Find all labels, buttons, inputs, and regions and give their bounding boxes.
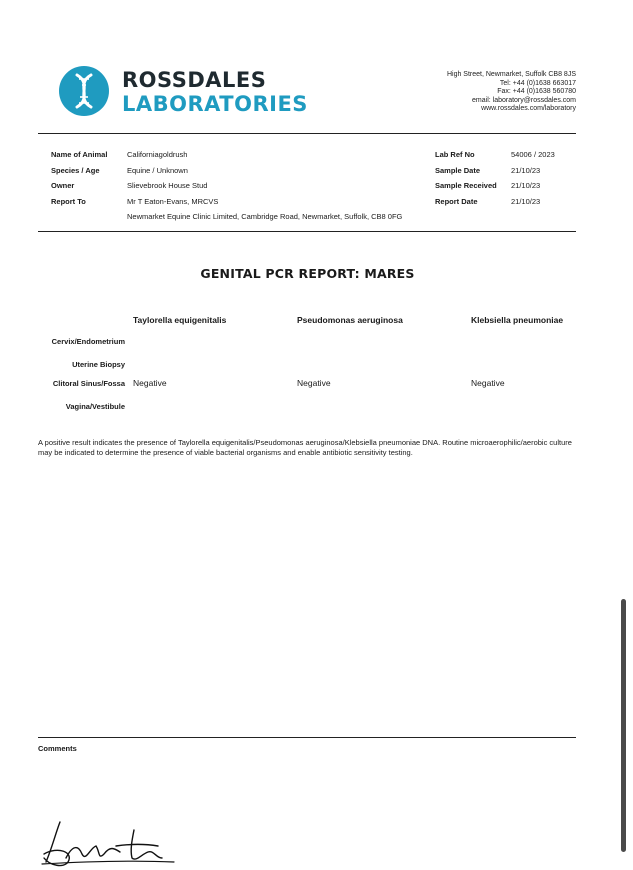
lab-ref-value: 54006 / 2023 [511, 150, 555, 159]
name-of-animal-label: Name of Animal [51, 150, 108, 159]
address-fax: Fax: +44 (0)1638 560780 [497, 88, 576, 96]
row-label-uterine-biopsy: Uterine Biopsy [72, 360, 125, 369]
header-divider [38, 133, 576, 134]
sample-received-value: 21/10/23 [511, 181, 541, 190]
report-date-label: Report Date [435, 197, 478, 206]
address-web: www.rossdales.com/laboratory [481, 105, 576, 113]
lab-ref-label: Lab Ref No [435, 150, 475, 159]
report-to-value: Mr T Eaton-Evans, MRCVS [127, 197, 219, 206]
report-date-value: 21/10/23 [511, 197, 541, 206]
details-divider [38, 231, 576, 232]
column-header-pseudomonas: Pseudomonas aeruginosa [297, 315, 403, 325]
dna-helix-icon [59, 66, 109, 116]
owner-label: Owner [51, 181, 75, 190]
address-tel: Tel: +44 (0)1638 663017 [499, 79, 576, 87]
brand-name-line2: LABORATORIES [122, 92, 308, 116]
result-clitoral-taylorella: Negative [133, 378, 167, 388]
brand-name-line1: ROSSDALES [122, 68, 267, 92]
brand-logo [122, 68, 308, 116]
name-of-animal-value: Californiagoldrush [127, 150, 188, 159]
report-to-label: Report To [51, 197, 86, 206]
lab-address [447, 71, 576, 114]
sample-received-label: Sample Received [435, 181, 497, 190]
report-to-address: Newmarket Equine Clinic Limited, Cambridge Road, Newmarket, Suffolk, CB8 0FG [127, 212, 403, 221]
owner-value: Slievebrook House Stud [127, 181, 208, 190]
sample-date-value: 21/10/23 [511, 166, 541, 175]
row-label-cervix: Cervix/Endometrium [51, 337, 125, 346]
signature-image [38, 818, 178, 870]
address-street: High Street, Newmarket, Suffolk CB8 8JS [446, 71, 576, 78]
sample-date-label: Sample Date [435, 166, 481, 175]
result-clitoral-pseudomonas: Negative [297, 378, 331, 388]
species-age-label: Species / Age [51, 166, 100, 175]
comments-label: Comments [38, 744, 77, 753]
vertical-scrollbar-thumb[interactable] [621, 599, 626, 852]
column-header-taylorella: Taylorella equigenitalis [133, 315, 227, 325]
species-age-value: Equine / Unknown [127, 166, 188, 175]
interpretation-note: A positive result indicates the presence of Taylorella equigenitalis/Pseudomonas aeruginosa/Klebsiella pneumoniae DNA. Routine microaerophilic/aerobic culture may be indicated to determine the presence of viable bacterial organisms and enable antibiotic sensitivity testing. [38, 438, 572, 457]
result-clitoral-klebsiella: Negative [471, 378, 505, 388]
column-header-klebsiella: Klebsiella pneumoniae [471, 315, 564, 325]
comments-divider [38, 737, 576, 738]
report-title: GENITAL PCR REPORT: MARES [200, 266, 415, 281]
row-label-clitoral-sinus: Clitoral Sinus/Fossa [52, 379, 125, 388]
address-email: email: laboratory@rossdales.com [472, 96, 576, 104]
row-label-vagina: Vagina/Vestibule [65, 402, 125, 411]
